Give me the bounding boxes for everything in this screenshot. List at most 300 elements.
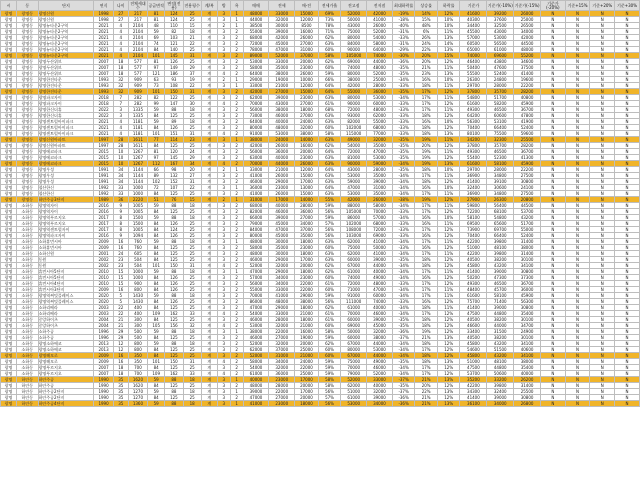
table-cell[interactable]: 48000 xyxy=(269,125,295,131)
table-cell[interactable]: 16000 xyxy=(295,143,319,149)
table-cell[interactable]: 계 xyxy=(201,65,217,71)
table-cell[interactable]: 35 xyxy=(113,377,128,383)
table-cell[interactable]: 1000 xyxy=(128,269,147,275)
table-cell[interactable]: 2 xyxy=(230,131,243,137)
table-cell[interactable]: 2009 xyxy=(94,359,113,365)
table-cell[interactable]: 36100 xyxy=(460,401,487,407)
table-cell[interactable]: N xyxy=(615,233,640,239)
table-cell[interactable]: 84 xyxy=(148,143,165,149)
table-cell[interactable]: 3 xyxy=(217,41,230,47)
table-cell[interactable]: 42000 xyxy=(514,35,541,41)
table-cell[interactable]: 광명한진타운 xyxy=(38,77,94,83)
table-cell[interactable]: 2021 xyxy=(94,47,113,53)
table-cell[interactable]: N xyxy=(565,35,590,41)
table-cell[interactable]: 52000 xyxy=(243,341,269,347)
table-cell[interactable]: 72200 xyxy=(460,209,487,215)
table-cell[interactable]: 34400 xyxy=(460,23,487,29)
table-cell[interactable]: 광명동 xyxy=(17,173,38,179)
table-cell[interactable]: 광명 xyxy=(1,167,17,173)
table-cell[interactable]: 2 xyxy=(230,341,243,347)
table-cell[interactable]: -19% xyxy=(392,11,415,17)
table-cell[interactable]: 101 xyxy=(148,89,165,95)
table-cell[interactable]: N xyxy=(590,41,615,47)
table-cell[interactable]: 1611 xyxy=(128,143,147,149)
table-cell[interactable]: 12% xyxy=(437,227,460,233)
table-cell[interactable]: 계 xyxy=(201,371,217,377)
table-cell[interactable]: 70000 xyxy=(341,311,367,317)
table-cell[interactable]: 4 xyxy=(113,53,128,59)
table-cell[interactable]: 휴먼시아4단지 xyxy=(38,281,94,287)
table-cell[interactable]: 55000 xyxy=(514,227,541,233)
table-cell[interactable]: 40000 xyxy=(367,383,393,389)
table-cell[interactable]: 5 xyxy=(113,293,128,299)
table-cell[interactable]: N xyxy=(590,149,615,155)
table-cell[interactable]: N xyxy=(615,149,640,155)
table-cell[interactable]: N xyxy=(615,59,640,65)
table-cell[interactable]: 150 xyxy=(165,89,183,95)
table-cell[interactable]: 125 xyxy=(165,113,183,119)
table-cell[interactable]: 20% xyxy=(415,59,438,65)
table-cell[interactable]: 73% xyxy=(318,17,341,23)
table-cell[interactable]: 3 xyxy=(217,281,230,287)
table-cell[interactable]: 광명동 xyxy=(17,107,38,113)
table-cell[interactable]: 32000 xyxy=(269,17,295,23)
table-cell[interactable]: 2004 xyxy=(94,323,113,329)
table-cell[interactable]: 계 xyxy=(201,239,217,245)
table-cell[interactable]: 57% xyxy=(318,221,341,227)
table-cell[interactable]: 33000 xyxy=(243,167,269,173)
table-cell[interactable]: 59% xyxy=(318,71,341,77)
table-cell[interactable]: 12000 xyxy=(295,167,319,173)
table-cell[interactable]: -36% xyxy=(392,59,415,65)
table-cell[interactable]: 소하주공 xyxy=(38,329,94,335)
table-cell[interactable]: -34% xyxy=(392,365,415,371)
table-cell[interactable]: 2009 xyxy=(94,287,113,293)
table-cell[interactable]: 3 xyxy=(217,119,230,125)
table-cell[interactable]: 56000 xyxy=(243,281,269,287)
table-cell[interactable]: N xyxy=(565,161,590,167)
table-cell[interactable]: 39000 xyxy=(487,305,514,311)
table-cell[interactable]: N xyxy=(565,221,590,227)
table-cell[interactable]: 125 xyxy=(165,335,183,341)
table-cell[interactable]: N xyxy=(565,227,590,233)
table-cell[interactable]: N xyxy=(541,203,566,209)
table-cell[interactable]: 33 xyxy=(183,311,201,317)
table-cell[interactable]: N xyxy=(615,329,640,335)
table-cell[interactable]: N xyxy=(565,341,590,347)
table-cell[interactable]: 소하동 xyxy=(17,347,38,353)
table-cell[interactable]: 3 xyxy=(217,53,230,59)
table-cell[interactable]: -34% xyxy=(392,161,415,167)
table-cell[interactable]: 48000 xyxy=(514,47,541,53)
table-cell[interactable]: 59% xyxy=(318,203,341,209)
table-cell[interactable]: N xyxy=(590,359,615,365)
column-header[interactable]: 단지 xyxy=(38,1,94,11)
table-cell[interactable]: 82 xyxy=(165,29,183,35)
table-cell[interactable]: 126 xyxy=(165,281,183,287)
table-cell[interactable]: 광명 xyxy=(1,59,17,65)
table-cell[interactable]: N xyxy=(541,185,566,191)
table-cell[interactable]: 광명한진타운 xyxy=(38,89,94,95)
table-cell[interactable]: 12% xyxy=(437,275,460,281)
table-cell[interactable]: 광명역자이 xyxy=(38,209,94,215)
table-cell[interactable]: 43200 xyxy=(514,215,541,221)
table-cell[interactable]: 광명동 xyxy=(17,143,38,149)
table-cell[interactable]: 12% xyxy=(437,281,460,287)
table-cell[interactable]: 82 xyxy=(148,95,165,101)
table-cell[interactable]: 18% xyxy=(415,341,438,347)
table-cell[interactable]: N xyxy=(590,233,615,239)
table-cell[interactable]: N xyxy=(565,53,590,59)
table-cell[interactable]: 39000 xyxy=(269,29,295,35)
table-cell[interactable]: 56% xyxy=(318,209,341,215)
table-cell[interactable]: 53000 xyxy=(341,401,367,407)
table-cell[interactable]: 125 xyxy=(165,395,183,401)
table-cell[interactable]: 58200 xyxy=(487,101,514,107)
table-cell[interactable]: 48 xyxy=(148,23,165,29)
table-cell[interactable]: 33000 xyxy=(269,287,295,293)
table-cell[interactable]: 39000 xyxy=(269,95,295,101)
table-cell[interactable]: N xyxy=(565,179,590,185)
table-cell[interactable]: 62000 xyxy=(243,347,269,353)
table-cell[interactable]: 35200 xyxy=(460,377,487,383)
table-cell[interactable]: N xyxy=(615,269,640,275)
table-cell[interactable]: N xyxy=(541,401,566,407)
table-cell[interactable]: 27000 xyxy=(295,215,319,221)
table-cell[interactable]: 2020 xyxy=(94,299,113,305)
table-cell[interactable]: 광명 xyxy=(1,377,17,383)
table-cell[interactable]: N xyxy=(590,119,615,125)
table-cell[interactable]: 61600 xyxy=(460,161,487,167)
table-cell[interactable]: 40000 xyxy=(243,377,269,383)
table-cell[interactable]: -34% xyxy=(392,239,415,245)
table-cell[interactable]: 2 xyxy=(230,155,243,161)
table-cell[interactable]: 400 xyxy=(128,311,147,317)
table-cell[interactable]: N xyxy=(615,83,640,89)
table-cell[interactable]: 23000 xyxy=(295,155,319,161)
table-cell[interactable]: 54000 xyxy=(367,35,393,41)
table-cell[interactable]: 39000 xyxy=(367,395,393,401)
table-cell[interactable]: 1005 xyxy=(128,227,147,233)
table-cell[interactable]: 2 xyxy=(230,299,243,305)
table-cell[interactable]: 43000 xyxy=(341,167,367,173)
table-cell[interactable]: 126 xyxy=(165,287,183,293)
table-cell[interactable]: 3 xyxy=(217,347,230,353)
table-cell[interactable]: 21% xyxy=(415,377,438,383)
table-cell[interactable]: 1 xyxy=(230,401,243,407)
table-cell[interactable]: 40800 xyxy=(514,95,541,101)
table-cell[interactable]: N xyxy=(590,191,615,197)
table-cell[interactable]: N xyxy=(541,137,566,143)
table-cell[interactable]: N xyxy=(565,191,590,197)
table-cell[interactable]: 3 xyxy=(217,269,230,275)
table-cell[interactable]: 37500 xyxy=(514,65,541,71)
table-cell[interactable]: 광명동 xyxy=(17,185,38,191)
table-cell[interactable]: -31% xyxy=(392,29,415,35)
table-cell[interactable]: 32 xyxy=(113,89,128,95)
table-cell[interactable]: 계 xyxy=(201,47,217,53)
table-cell[interactable]: 광명역센트럴자이 xyxy=(38,227,94,233)
table-cell[interactable]: 광명 xyxy=(1,401,17,407)
table-cell[interactable]: 54000 xyxy=(243,311,269,317)
table-cell[interactable]: 24100 xyxy=(514,185,541,191)
table-cell[interactable]: 광명 xyxy=(1,269,17,275)
table-cell[interactable]: 13% xyxy=(437,71,460,77)
table-cell[interactable]: 18% xyxy=(415,353,438,359)
table-cell[interactable]: 760 xyxy=(128,245,147,251)
table-cell[interactable]: 59% xyxy=(318,365,341,371)
table-cell[interactable]: 광명역푸르지오 xyxy=(38,221,94,227)
table-cell[interactable]: 1997 xyxy=(94,143,113,149)
table-cell[interactable]: N xyxy=(541,83,566,89)
table-cell[interactable]: 4 xyxy=(217,323,230,329)
table-cell[interactable]: 2007 xyxy=(94,365,113,371)
table-cell[interactable]: 62000 xyxy=(341,239,367,245)
table-cell[interactable]: N xyxy=(541,167,566,173)
table-cell[interactable]: 광명동 xyxy=(17,65,38,71)
table-cell[interactable]: 광명 xyxy=(1,347,17,353)
table-cell[interactable]: N xyxy=(590,197,615,203)
table-cell[interactable]: 41900 xyxy=(514,119,541,125)
table-cell[interactable]: 57000 xyxy=(460,35,487,41)
table-cell[interactable]: N xyxy=(565,287,590,293)
table-cell[interactable]: 59 xyxy=(148,329,165,335)
table-cell[interactable]: 32400 xyxy=(487,389,514,395)
table-cell[interactable]: 2022 xyxy=(94,113,113,119)
table-cell[interactable]: 67000 xyxy=(341,353,367,359)
table-cell[interactable]: 18% xyxy=(415,257,438,263)
table-cell[interactable]: -34% xyxy=(392,305,415,311)
table-cell[interactable]: 40000 xyxy=(367,269,393,275)
table-cell[interactable]: 계 xyxy=(201,395,217,401)
table-cell[interactable]: 3 xyxy=(217,35,230,41)
table-cell[interactable]: -31% xyxy=(392,41,415,47)
table-cell[interactable]: 1181 xyxy=(128,125,147,131)
table-cell[interactable]: -33% xyxy=(392,227,415,233)
table-cell[interactable]: 소하리베라 xyxy=(38,305,94,311)
table-cell[interactable]: 72000 xyxy=(341,107,367,113)
table-cell[interactable]: 18000 xyxy=(295,305,319,311)
table-cell[interactable]: 32 xyxy=(183,323,201,329)
table-cell[interactable]: 31400 xyxy=(514,251,541,257)
table-cell[interactable]: 계 xyxy=(201,179,217,185)
table-cell[interactable]: 1 xyxy=(230,11,243,17)
table-cell[interactable]: N xyxy=(590,203,615,209)
table-cell[interactable]: N xyxy=(541,53,566,59)
table-cell[interactable]: 63% xyxy=(318,119,341,125)
table-cell[interactable]: 계 xyxy=(201,59,217,65)
table-cell[interactable]: 2007 xyxy=(94,65,113,71)
table-cell[interactable]: 78% xyxy=(318,23,341,29)
table-cell[interactable]: 16 xyxy=(113,359,128,365)
table-cell[interactable]: 3 xyxy=(217,11,230,17)
table-cell[interactable]: 1 xyxy=(230,239,243,245)
table-cell[interactable]: 3 xyxy=(217,227,230,233)
table-cell[interactable]: 58100 xyxy=(460,215,487,221)
table-cell[interactable]: 59 xyxy=(148,107,165,113)
table-cell[interactable]: 12% xyxy=(437,113,460,119)
table-cell[interactable]: 계 xyxy=(201,305,217,311)
table-cell[interactable]: 107 xyxy=(165,185,183,191)
table-cell[interactable]: N xyxy=(615,101,640,107)
table-cell[interactable]: 21000 xyxy=(295,323,319,329)
table-cell[interactable]: 2003 xyxy=(94,305,113,311)
table-cell[interactable]: 28 xyxy=(113,143,128,149)
table-cell[interactable]: 36000 xyxy=(514,287,541,293)
table-cell[interactable]: 3 xyxy=(217,251,230,257)
table-cell[interactable]: 58% xyxy=(318,329,341,335)
table-cell[interactable]: N xyxy=(615,47,640,53)
table-cell[interactable]: 19000 xyxy=(269,77,295,83)
table-cell[interactable]: 1181 xyxy=(128,131,147,137)
table-cell[interactable]: 36000 xyxy=(243,185,269,191)
table-cell[interactable]: 41000 xyxy=(243,191,269,197)
table-cell[interactable]: 13% xyxy=(437,131,460,137)
table-cell[interactable]: 70000 xyxy=(243,101,269,107)
table-cell[interactable]: N xyxy=(615,257,640,263)
table-cell[interactable]: 91000 xyxy=(243,131,269,137)
table-cell[interactable]: 11% xyxy=(437,305,460,311)
table-cell[interactable]: N xyxy=(590,29,615,35)
table-cell[interactable]: 1 xyxy=(230,77,243,83)
column-header[interactable]: 동 xyxy=(17,1,38,11)
table-cell[interactable]: 61600 xyxy=(460,293,487,299)
table-cell[interactable]: 3 xyxy=(217,335,230,341)
column-header[interactable]: 방 xyxy=(217,1,230,11)
table-cell[interactable]: 27 xyxy=(183,173,201,179)
table-cell[interactable]: 1991 xyxy=(94,173,113,179)
table-cell[interactable]: 59 xyxy=(148,215,165,221)
table-cell[interactable]: -35% xyxy=(392,149,415,155)
table-cell[interactable]: 32000 xyxy=(367,329,393,335)
table-cell[interactable]: 124 xyxy=(165,17,183,23)
table-cell[interactable]: -34% xyxy=(392,347,415,353)
table-cell[interactable]: -35% xyxy=(392,137,415,143)
table-cell[interactable]: N xyxy=(615,335,640,341)
table-cell[interactable]: 10% xyxy=(437,17,460,23)
table-cell[interactable]: 62% xyxy=(318,341,341,347)
table-cell[interactable]: 33 xyxy=(113,191,128,197)
table-cell[interactable]: 60000 xyxy=(341,335,367,341)
table-cell[interactable]: 59% xyxy=(318,215,341,221)
table-cell[interactable]: 4 xyxy=(217,371,230,377)
table-cell[interactable]: 2021 xyxy=(94,119,113,125)
table-cell[interactable]: N xyxy=(541,239,566,245)
table-cell[interactable]: 300 xyxy=(128,317,147,323)
table-cell[interactable]: 40500 xyxy=(460,317,487,323)
table-cell[interactable]: 계 xyxy=(201,269,217,275)
table-cell[interactable]: 109 xyxy=(148,311,165,317)
table-cell[interactable]: N xyxy=(565,83,590,89)
table-cell[interactable]: 광명 xyxy=(1,197,17,203)
table-cell[interactable]: 2009 xyxy=(94,245,113,251)
table-cell[interactable]: -34% xyxy=(392,341,415,347)
table-cell[interactable]: N xyxy=(590,167,615,173)
table-cell[interactable]: 3 xyxy=(217,365,230,371)
table-cell[interactable]: 22% xyxy=(415,47,438,53)
table-cell[interactable]: 18 xyxy=(183,203,201,209)
table-cell[interactable]: 46000 xyxy=(243,179,269,185)
table-cell[interactable]: 88 xyxy=(165,329,183,335)
table-cell[interactable]: 35 xyxy=(113,401,128,407)
table-cell[interactable]: 35400 xyxy=(514,365,541,371)
table-cell[interactable]: -29% xyxy=(392,47,415,53)
column-header[interactable]: 매-전 xyxy=(295,1,319,11)
table-cell[interactable]: N xyxy=(541,149,566,155)
table-cell[interactable]: 60% xyxy=(318,65,341,71)
table-cell[interactable]: 69500 xyxy=(460,221,487,227)
table-cell[interactable]: 4 xyxy=(113,29,128,35)
table-cell[interactable]: N xyxy=(565,335,590,341)
table-cell[interactable]: 12% xyxy=(437,341,460,347)
table-cell[interactable]: 소하리베라 xyxy=(38,311,94,317)
table-cell[interactable]: 광명동 xyxy=(17,101,38,107)
table-cell[interactable]: 125 xyxy=(165,365,183,371)
table-cell[interactable]: N xyxy=(615,185,640,191)
table-cell[interactable]: N xyxy=(615,347,640,353)
table-cell[interactable]: 3 xyxy=(113,107,128,113)
table-cell[interactable]: 80000 xyxy=(243,233,269,239)
table-cell[interactable]: N xyxy=(590,17,615,23)
table-cell[interactable]: 2 xyxy=(230,287,243,293)
table-cell[interactable]: 23000 xyxy=(269,401,295,407)
table-cell[interactable]: 25000 xyxy=(514,17,541,23)
table-cell[interactable]: N xyxy=(541,335,566,341)
table-cell[interactable]: N xyxy=(590,275,615,281)
table-cell[interactable]: 15 xyxy=(183,197,201,203)
table-cell[interactable]: N xyxy=(565,149,590,155)
table-cell[interactable]: 2 xyxy=(230,395,243,401)
table-cell[interactable]: 58000 xyxy=(243,65,269,71)
table-cell[interactable]: 46000 xyxy=(367,311,393,317)
table-cell[interactable]: 1 xyxy=(230,23,243,29)
table-cell[interactable]: 32000 xyxy=(269,365,295,371)
table-cell[interactable]: 59 xyxy=(148,239,165,245)
table-cell[interactable]: 217 xyxy=(128,11,147,17)
table-cell[interactable]: 700 xyxy=(128,371,147,377)
table-cell[interactable]: 2 xyxy=(230,215,243,221)
table-cell[interactable]: 3 xyxy=(217,173,230,179)
table-cell[interactable]: 20% xyxy=(415,143,438,149)
table-cell[interactable]: 18% xyxy=(415,317,438,323)
table-cell[interactable]: N xyxy=(590,137,615,143)
table-cell[interactable]: 광명 xyxy=(1,311,17,317)
table-cell[interactable]: 45000 xyxy=(269,233,295,239)
table-cell[interactable]: 2 xyxy=(230,221,243,227)
table-cell[interactable]: 광명 xyxy=(1,89,17,95)
table-cell[interactable]: 41400 xyxy=(460,305,487,311)
table-cell[interactable]: 56500 xyxy=(487,41,514,47)
table-cell[interactable]: 90000 xyxy=(341,101,367,107)
table-cell[interactable]: 101 xyxy=(148,131,165,137)
table-cell[interactable]: 4 xyxy=(217,101,230,107)
table-cell[interactable]: 17% xyxy=(415,227,438,233)
table-cell[interactable]: 22200 xyxy=(514,167,541,173)
table-cell[interactable]: -35% xyxy=(392,155,415,161)
table-cell[interactable]: 45900 xyxy=(514,161,541,167)
table-cell[interactable]: 22 xyxy=(183,185,201,191)
table-cell[interactable]: 계 xyxy=(201,131,217,137)
table-cell[interactable]: -33% xyxy=(392,83,415,89)
table-cell[interactable]: 55000 xyxy=(243,29,269,35)
table-cell[interactable]: 16000 xyxy=(295,29,319,35)
table-cell[interactable]: 1500 xyxy=(128,221,147,227)
table-cell[interactable]: N xyxy=(590,11,615,17)
table-cell[interactable]: 11% xyxy=(437,65,460,71)
table-cell[interactable]: 26000 xyxy=(269,173,295,179)
table-cell[interactable]: 16 xyxy=(113,239,128,245)
table-cell[interactable]: 71400 xyxy=(487,299,514,305)
